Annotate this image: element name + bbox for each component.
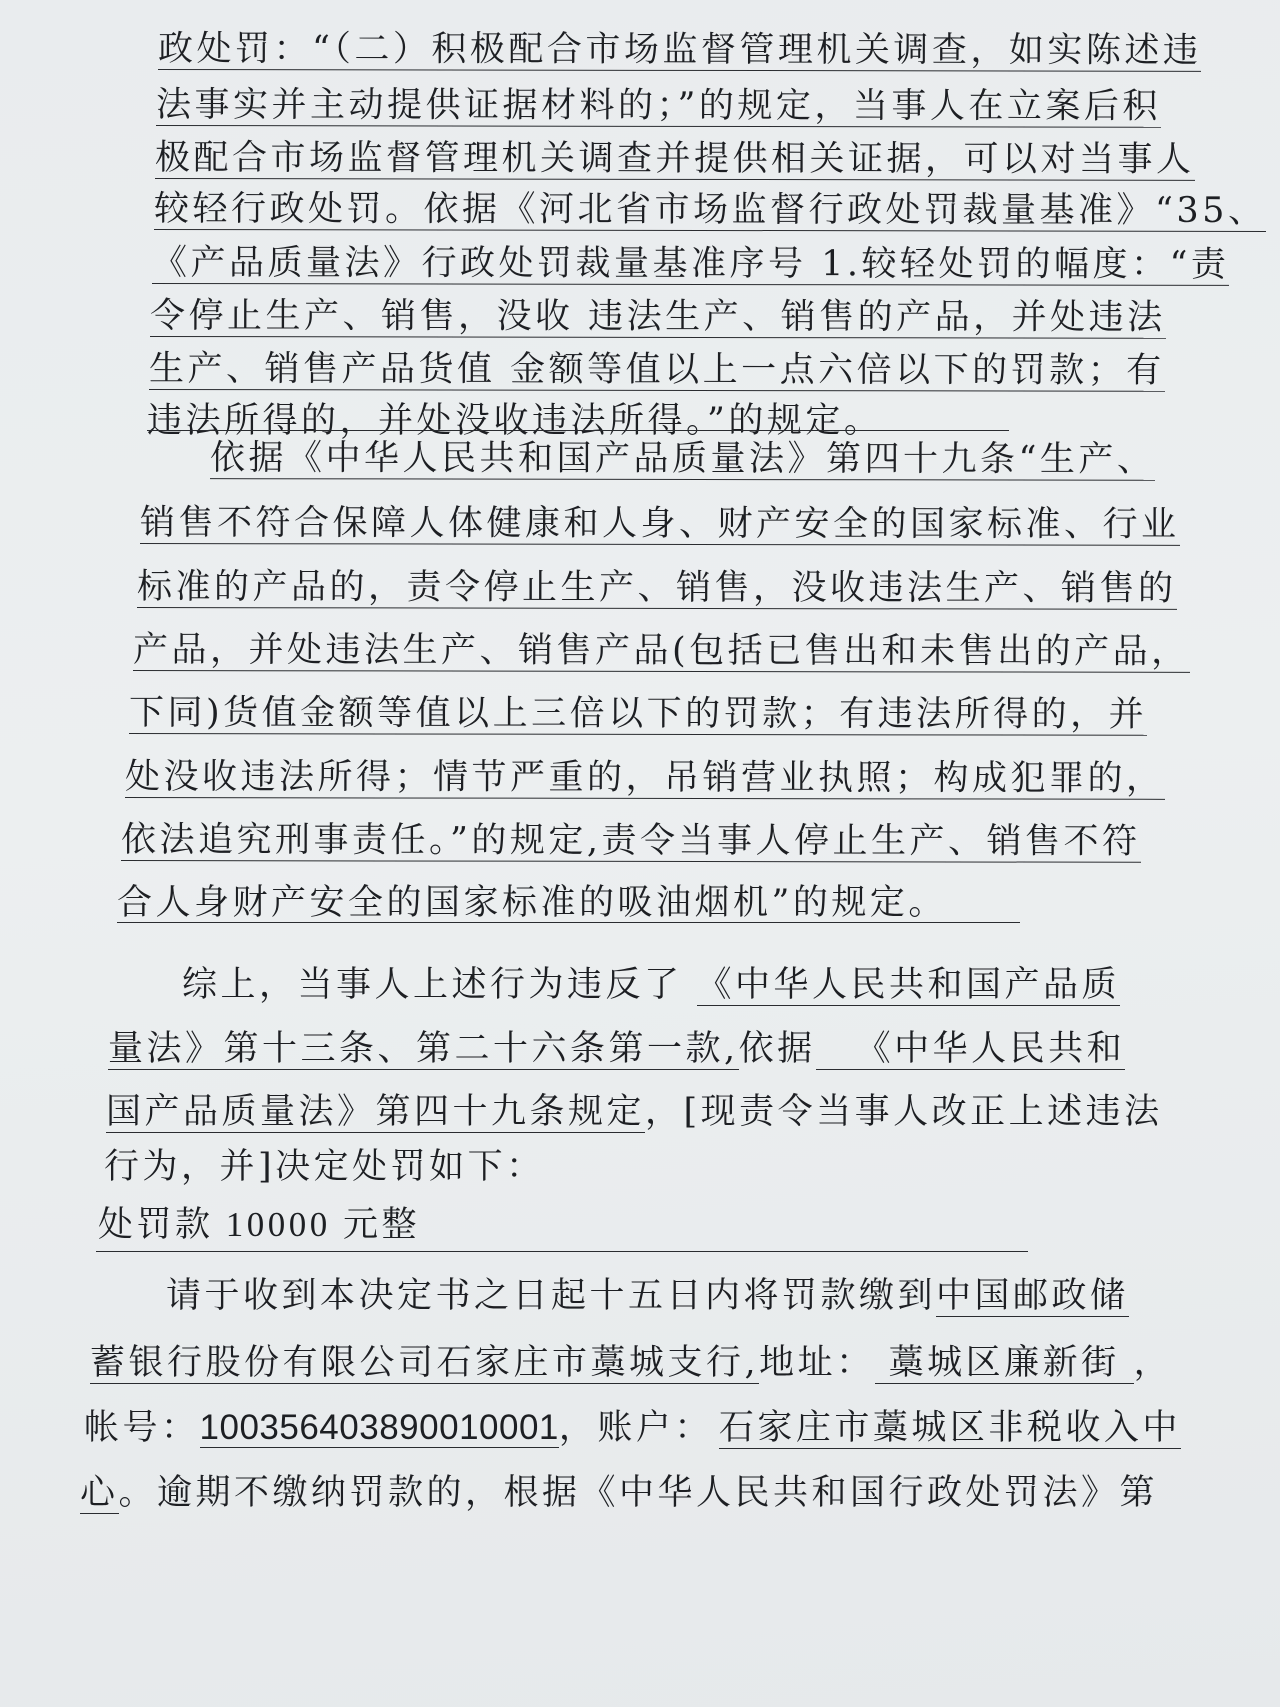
text-line-4-text: 较轻行政处罚。依据《河北省市场监督行政处罚裁量基准》“35、 (154, 189, 1267, 231)
text-line-8-text: 违法所得的，并处没收违法所得。”的规定。 (147, 401, 883, 441)
penalty-amount: 处罚款 10000 元整 (98, 1205, 421, 1244)
account-name-part1: 石家庄市藁城区非税收入中 (718, 1408, 1181, 1448)
basis-text: 依据 (738, 1029, 816, 1069)
text-line-11 (137, 562, 1177, 614)
text-line-15-text: 依法追究刑事责任。”的规定,责令当事人停止生产、销售不符 (121, 820, 1141, 862)
text-line-19 (106, 1087, 1163, 1137)
underline-rule-16 (117, 922, 1020, 923)
law-name-1: 《中华人民共和国产品质 (696, 965, 1121, 1005)
text-line-12-text: 产品，并处违法生产、销售产品(包括已售出和未售出的产品， (133, 630, 1190, 672)
text-line-5-text: 《产品质量法》行政处罚裁量基准序号 1.较轻处罚的幅度：“责 (152, 243, 1230, 285)
text-line-12 (133, 625, 1190, 677)
text-line-14 (125, 752, 1165, 804)
law-name-2: 《中华人民共和 (816, 1029, 1126, 1070)
bank-name-part1: 中国邮政储 (936, 1276, 1129, 1316)
address-label: 地址： (759, 1343, 875, 1383)
account-number: 100356403890010001 (199, 1408, 559, 1447)
text-line-23 (90, 1338, 1172, 1388)
text-line-10 (140, 498, 1180, 550)
text-line-9-text: 依据《中华人民共和国产品质量法》第四十九条“生产、 (210, 438, 1156, 480)
law-article-basis: 国产品质量法》第四十九条规定 (106, 1092, 646, 1132)
overdue-text: 。逾期不缴纳罚款的，根据《中华人民共和国行政处罚法》第 (118, 1473, 1159, 1513)
text-line-9 (140, 433, 1155, 485)
text-line-21 (98, 1200, 420, 1250)
text-line-24 (84, 1403, 1181, 1453)
text-line-1 (158, 24, 1201, 76)
text-line-18 (108, 1024, 1125, 1074)
text-line-16-text: 合人身财产安全的国家标准的吸油烟机”的规定。 (117, 883, 947, 923)
order-text: ，[现责令当事人改正上述违法 (645, 1092, 1163, 1132)
account-number-label: 帐号： (84, 1408, 200, 1448)
text-line-16 (117, 878, 947, 928)
bank-name-part2: 蓄银行股份有限公司石家庄市藁城支行, (90, 1343, 760, 1383)
text-line-25 (80, 1468, 1158, 1518)
text-line-7 (149, 344, 1165, 396)
law-articles-violated: 量法》第十三条、第二十六条第一款, (108, 1029, 739, 1069)
account-name-part2: 心 (80, 1473, 119, 1513)
text-line-13 (129, 688, 1147, 740)
conclusion-lead-text: 综上，当事人上述行为违反了 (182, 965, 683, 1005)
account-name-label: ，账户： (558, 1408, 713, 1448)
text-line-7-text: 生产、销售产品货值 金额等值以上一点六倍以下的罚款；有 (149, 349, 1165, 391)
decision-text: 行为，并]决定处罚如下： (104, 1147, 545, 1187)
underline-rule-8 (147, 430, 1009, 431)
text-line-11-text: 标准的产品的，责令停止生产、销售，没收违法生产、销售的 (137, 567, 1177, 609)
payment-instruction: 请于收到本决定书之日起十五日内将罚款缴到 (166, 1276, 937, 1316)
text-line-14-text: 处没收违法所得；情节严重的，吊销营业执照；构成犯罪的， (125, 757, 1165, 799)
text-line-13-text: 下同)货值金额等值以上三倍以下的罚款；有违法所得的，并 (129, 693, 1148, 735)
text-line-10-text: 销售不符合保障人体健康和人身、财产安全的国家标准、行业 (140, 503, 1180, 545)
text-line-2 (156, 80, 1161, 132)
text-line-1-text: 政处罚：“（二）积极配合市场监督管理机关调查，如实陈述违 (158, 29, 1202, 71)
text-line-6 (150, 291, 1166, 343)
text-line-6-text: 令停止生产、销售，没收 违法生产、销售的产品，并处违法 (150, 296, 1166, 338)
bank-address: 藁城区廉新街 (875, 1343, 1134, 1384)
text-line-2-text: 法事实并主动提供证据材料的；”的规定，当事人在立案后积 (156, 85, 1161, 127)
text-line-20 (104, 1142, 545, 1192)
text-line-15 (121, 815, 1141, 867)
text-line-3-text: 极配合市场监督管理机关调查并提供相关证据，可以对当事人 (155, 138, 1195, 180)
text-line-4 (154, 184, 1267, 236)
text-line-3 (155, 133, 1195, 185)
text-line-22 (96, 1271, 1129, 1321)
comma-1: ， (1133, 1343, 1173, 1383)
underline-rule-penalty (96, 1251, 1028, 1252)
text-line-5 (152, 238, 1230, 290)
text-line-17 (112, 960, 1120, 1010)
